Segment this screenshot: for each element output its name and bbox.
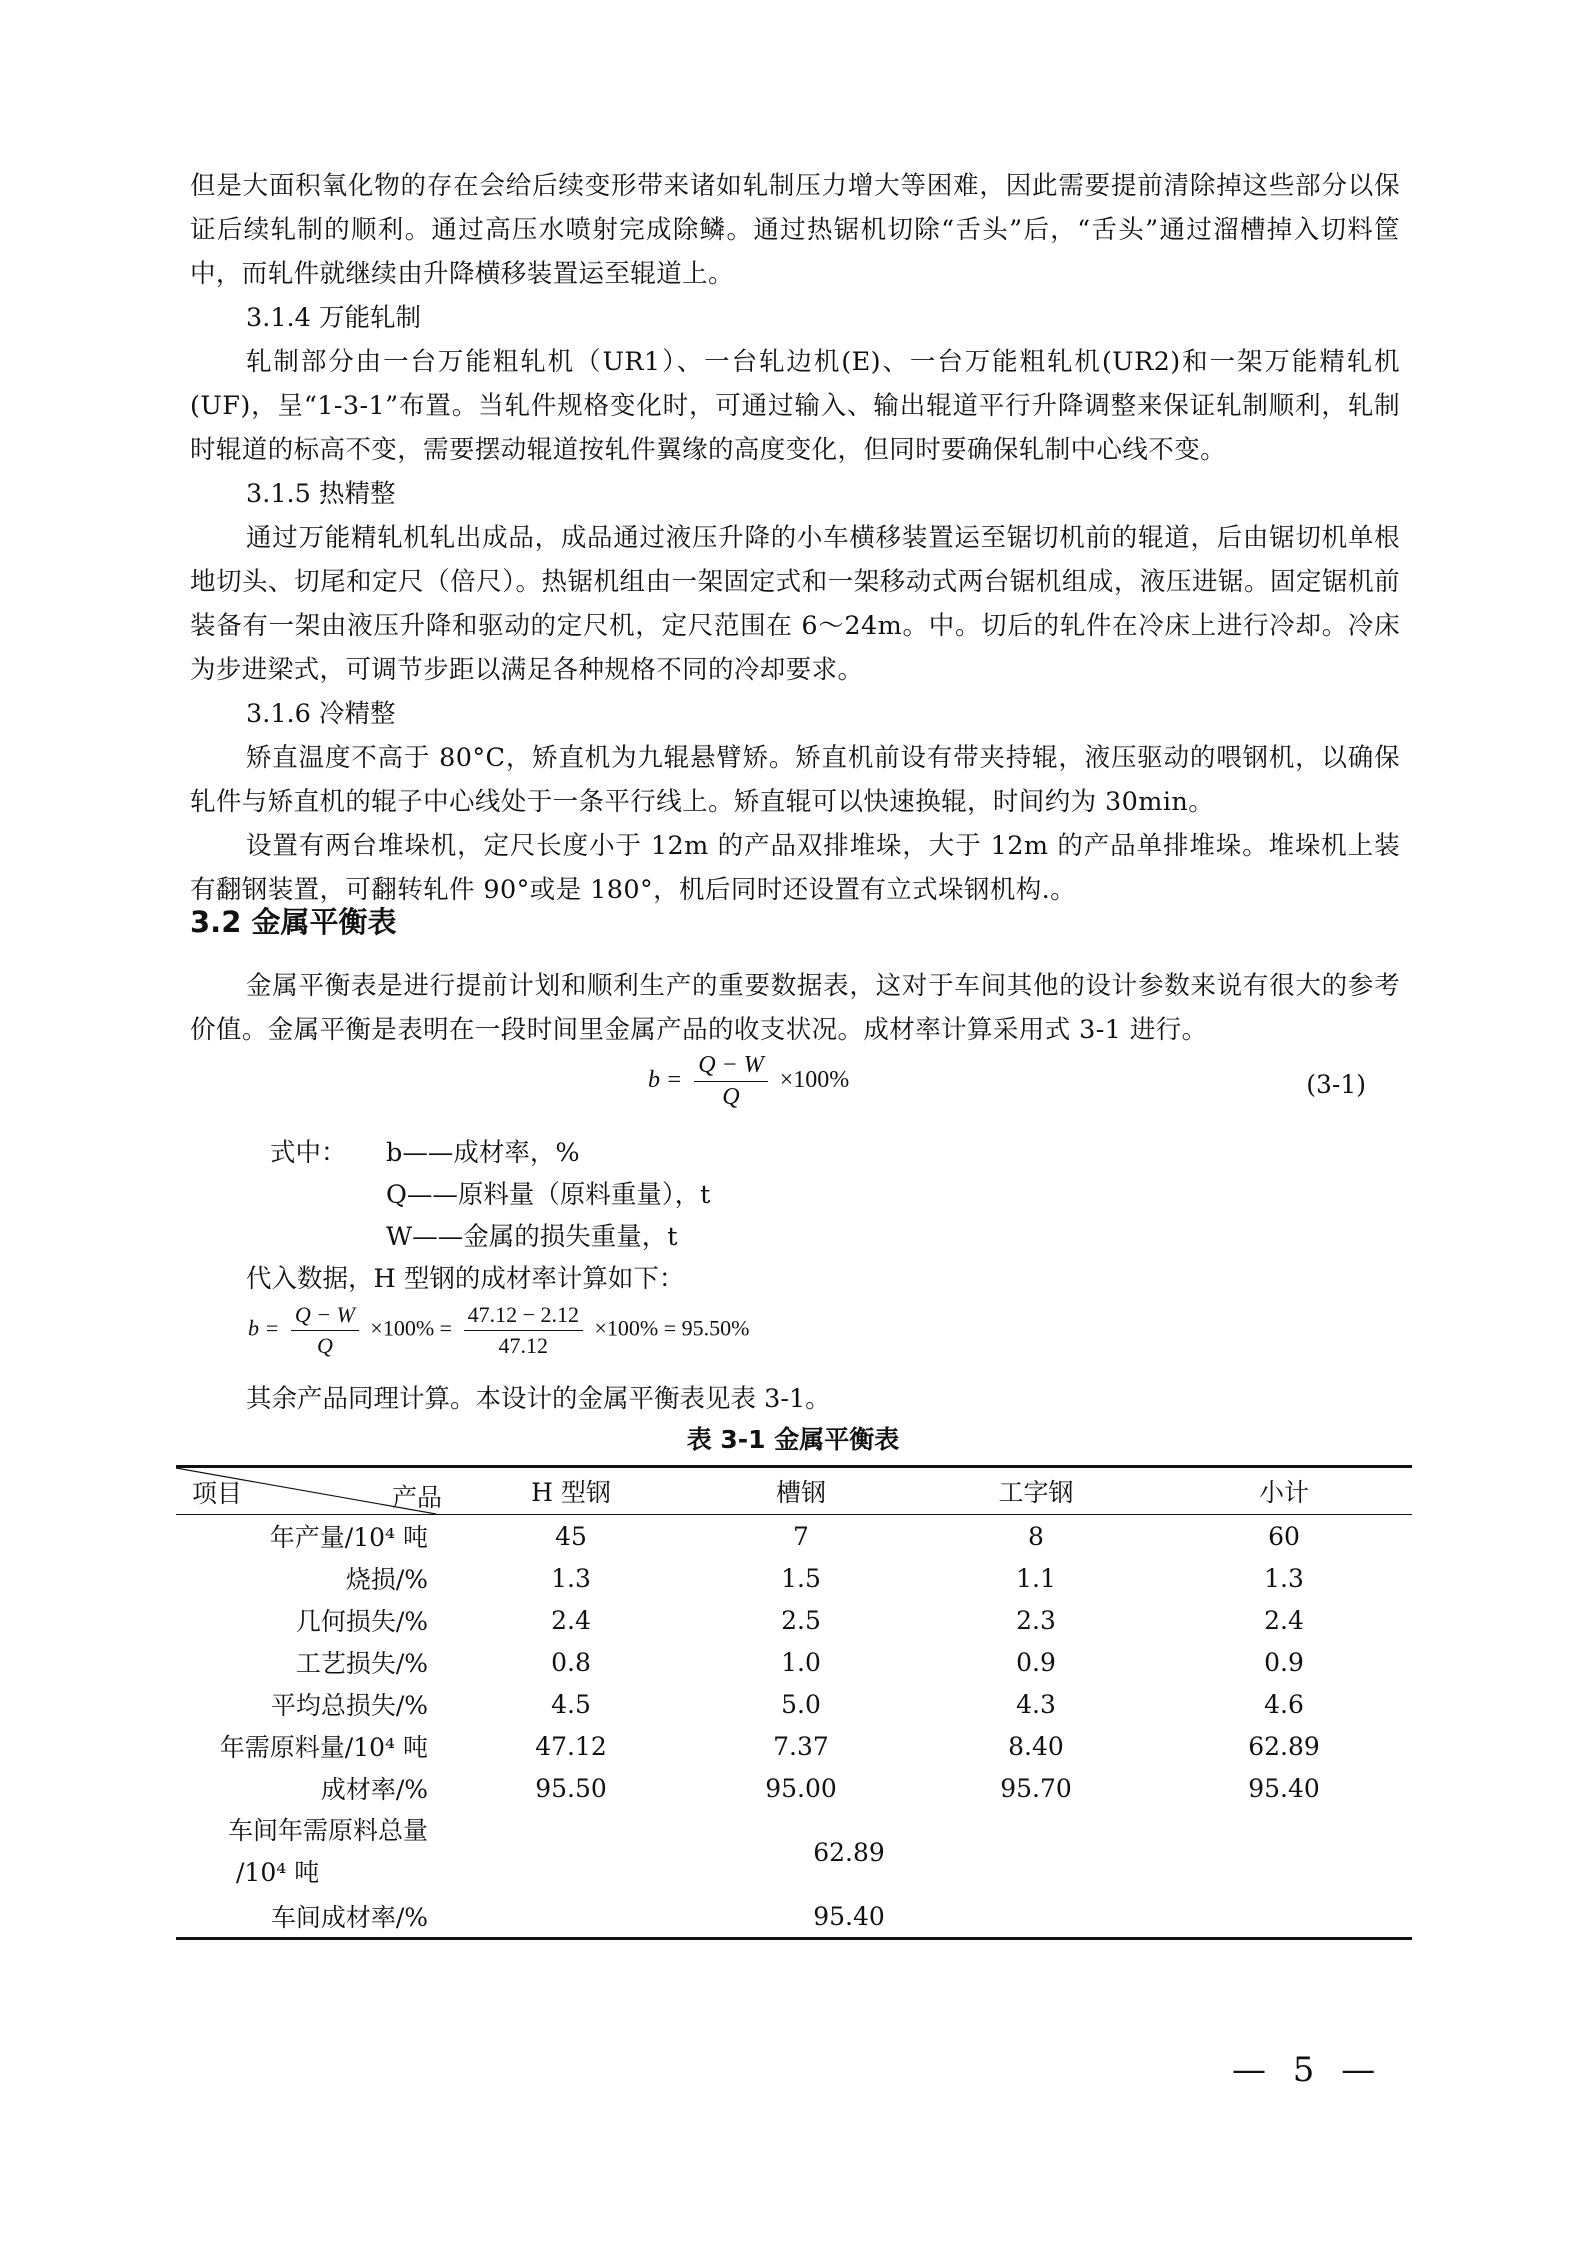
metal-balance-table [176,1465,1412,1940]
page-number: — 5 — [1232,2050,1384,2090]
row-label: 车间成材率/% [176,1895,456,1939]
row-label-total-raw [176,1809,456,1895]
table-cell: 2.4 [551,1605,591,1635]
definition-w: W——金属的损失重量，t [386,1222,678,1252]
table-cell: 60 [1268,1521,1300,1551]
paragraph-other-products: 其余产品同理计算。本设计的金属平衡表见表 3-1。 [246,1384,831,1414]
table-cell: 1.1 [1016,1563,1056,1593]
formula2-denominator-1: Q [316,1333,333,1358]
table-cell: 7 [793,1521,809,1551]
corner-label-product: 产品 [391,1483,442,1512]
table-cell: 95.50 [535,1773,607,1803]
formula2-denominator-2: 47.12 [498,1333,549,1358]
definition-b: b——成材率，% [386,1138,580,1168]
table-cell: 7.37 [773,1731,829,1761]
table-cell: 8.40 [1008,1731,1064,1761]
formula-lhs: b = [648,1067,683,1094]
row-label: 年产量/10⁴ 吨 [269,1523,428,1552]
table-cell: 95.40 [1248,1773,1320,1803]
formula-fraction [694,1052,768,1111]
formula-numerator: Q − W [694,1052,768,1082]
table-row [176,1767,1412,1809]
table-row [176,1599,1412,1641]
formula-denominator: Q [722,1084,740,1110]
table-cell: 2.5 [781,1605,821,1635]
table-cell: 45 [555,1521,587,1551]
heading-3-1-4: 3.1.4 万能轧制 [246,303,421,333]
table-cell-merged: 62.89 [813,1837,885,1867]
table-row [176,1515,1412,1558]
row-label: 年需原料量/10⁴ 吨 [219,1733,428,1762]
table-cell: 95.70 [1000,1773,1072,1803]
table-cell: 0.9 [1264,1647,1304,1677]
row-label: 成材率/% [320,1775,428,1804]
table-row [176,1557,1412,1599]
table-row-total-raw [176,1809,1412,1895]
table-cell: 62.89 [1248,1731,1320,1761]
formula2-lhs: b = [248,1315,280,1341]
column-header: 小计 [1156,1467,1412,1515]
table-cell: 2.3 [1016,1605,1056,1635]
table-row-total-yield [176,1895,1412,1939]
row-label: 几何损失/% [295,1607,428,1636]
formula2-mid: ×100% = [370,1315,453,1341]
table-cell-merged: 95.40 [456,1895,1412,1939]
formula2-numerator-2: 47.12 − 2.12 [464,1302,583,1331]
formula-3-1 [648,1052,849,1111]
heading-3-1-5: 3.1.5 热精整 [246,479,396,509]
table-cell: 1.5 [781,1563,821,1593]
definition-q: Q——原料量（原料重量），t [386,1180,711,1210]
paragraph-cold-finishing: 矫直温度不高于 80°C，矫直机为九辊悬臂矫。矫直机前设有带夹持辊，液压驱动的喂钢机，以确保轧件与矫直机的辊子中心线处于一条平行线上。矫直辊可以快速换辊，时间约为 30min。 [190,743,1400,817]
formula2-numerator-1: Q − W [291,1302,359,1331]
row-label: 平均总损失/% [270,1691,428,1720]
heading-3-1-6: 3.1.6 冷精整 [246,699,396,729]
column-header: H 型钢 [456,1467,686,1515]
definition-intro: 式中： [270,1138,347,1168]
table-cell: 4.6 [1264,1689,1304,1719]
table-cell: 0.8 [551,1647,591,1677]
paragraph-hot-finishing: 通过万能精轧机轧出成品，成品通过液压升降的小车横移装置运至锯切机前的辊道，后由锯切机单根地切头、切尾和定尺（倍尺）。热锯机组由一架固定式和一架移动式两台锯机组成，液压进锯。固定锯机前装备有一架由液压升降和驱动的定尺机，定尺范围在 6～24m。中。切后的轧件在冷床上进行冷却。冷床为步进梁式，可调节步距以满足各种规格不同的冷却要求。 [190,523,1400,685]
table-cell: 1.3 [551,1563,591,1593]
table-row [176,1641,1412,1683]
section-heading-3-2: 3.2 金属平衡表 [190,905,397,939]
column-header: 槽钢 [686,1467,916,1515]
paragraph-stacking: 设置有两台堆垛机，定尺长度小于 12m 的产品双排堆垛，大于 12m 的产品单排堆垛。堆垛机上装有翻钢装置，可翻转轧件 90°或是 180°，机后同时还设置有立式垛钢机构.。 [190,831,1400,905]
row-label: 烧损/% [345,1565,428,1594]
table-row [176,1683,1412,1725]
table-header-row [176,1467,1412,1515]
formula-number: (3-1) [1306,1070,1366,1099]
table-cell: 1.0 [781,1647,821,1677]
table-row [176,1725,1412,1767]
formula2-fraction-1 [291,1302,359,1359]
formula2-fraction-2 [464,1302,583,1359]
table-corner-cell [176,1467,456,1515]
formula-h-beam-yield [248,1302,749,1359]
table-cell: 8 [1028,1521,1044,1551]
row-label-line: 车间年需原料总量 [227,1816,428,1845]
table-cell: 2.4 [1264,1605,1304,1635]
table-cell: 4.3 [1016,1689,1056,1719]
table-cell: 47.12 [535,1731,607,1761]
paragraph-descaling: 但是大面积氧化物的存在会给后续变形带来诸如轧制压力增大等困难，因此需要提前清除掉这些部分以保证后续轧制的顺利。通过高压水喷射完成除鳞。通过热锯机切除“舌头”后，“舌头”通过溜槽掉入切料筐中，而轧件就继续由升降横移装置运至辊道上。 [190,171,1400,289]
table-caption: 表 3-1 金属平衡表 [686,1425,900,1454]
formula2-tail: ×100% = 95.50% [594,1315,750,1341]
table-cell: 4.5 [551,1689,591,1719]
paragraph-metal-balance-intro: 金属平衡表是进行提前计划和顺利生产的重要数据表，这对于车间其他的设计参数来说有很大的参考价值。金属平衡是表明在一段时间里金属产品的收支状况。成材率计算采用式 3-1 进行。 [190,971,1400,1045]
formula-tail: ×100% [779,1067,850,1094]
paragraph-substitute: 代入数据，H 型钢的成材率计算如下： [246,1264,685,1294]
table-cell: 1.3 [1264,1563,1304,1593]
row-label: 工艺损失/% [295,1649,428,1678]
paragraph-universal-rolling: 轧制部分由一台万能粗轧机（UR1）、一台轧边机(E)、一台万能粗轧机(UR2)和一架万能精轧机(UF)，呈“1-3-1”布置。当轧件规格变化时，可通过输入、输出辊道平行升降调整来保证轧制顺利，轧制时辊道的标高不变，需要摆动辊道按轧件翼缘的高度变化，但同时要确保轧制中心线不变。 [190,347,1400,465]
row-label-line: /10⁴ 吨 [236,1858,320,1887]
table-cell: 95.00 [765,1773,837,1803]
table-cell: 0.9 [1016,1647,1056,1677]
table-cell: 5.0 [781,1689,821,1719]
column-header: 工字钢 [916,1467,1156,1515]
corner-label-item: 项目 [192,1479,243,1508]
